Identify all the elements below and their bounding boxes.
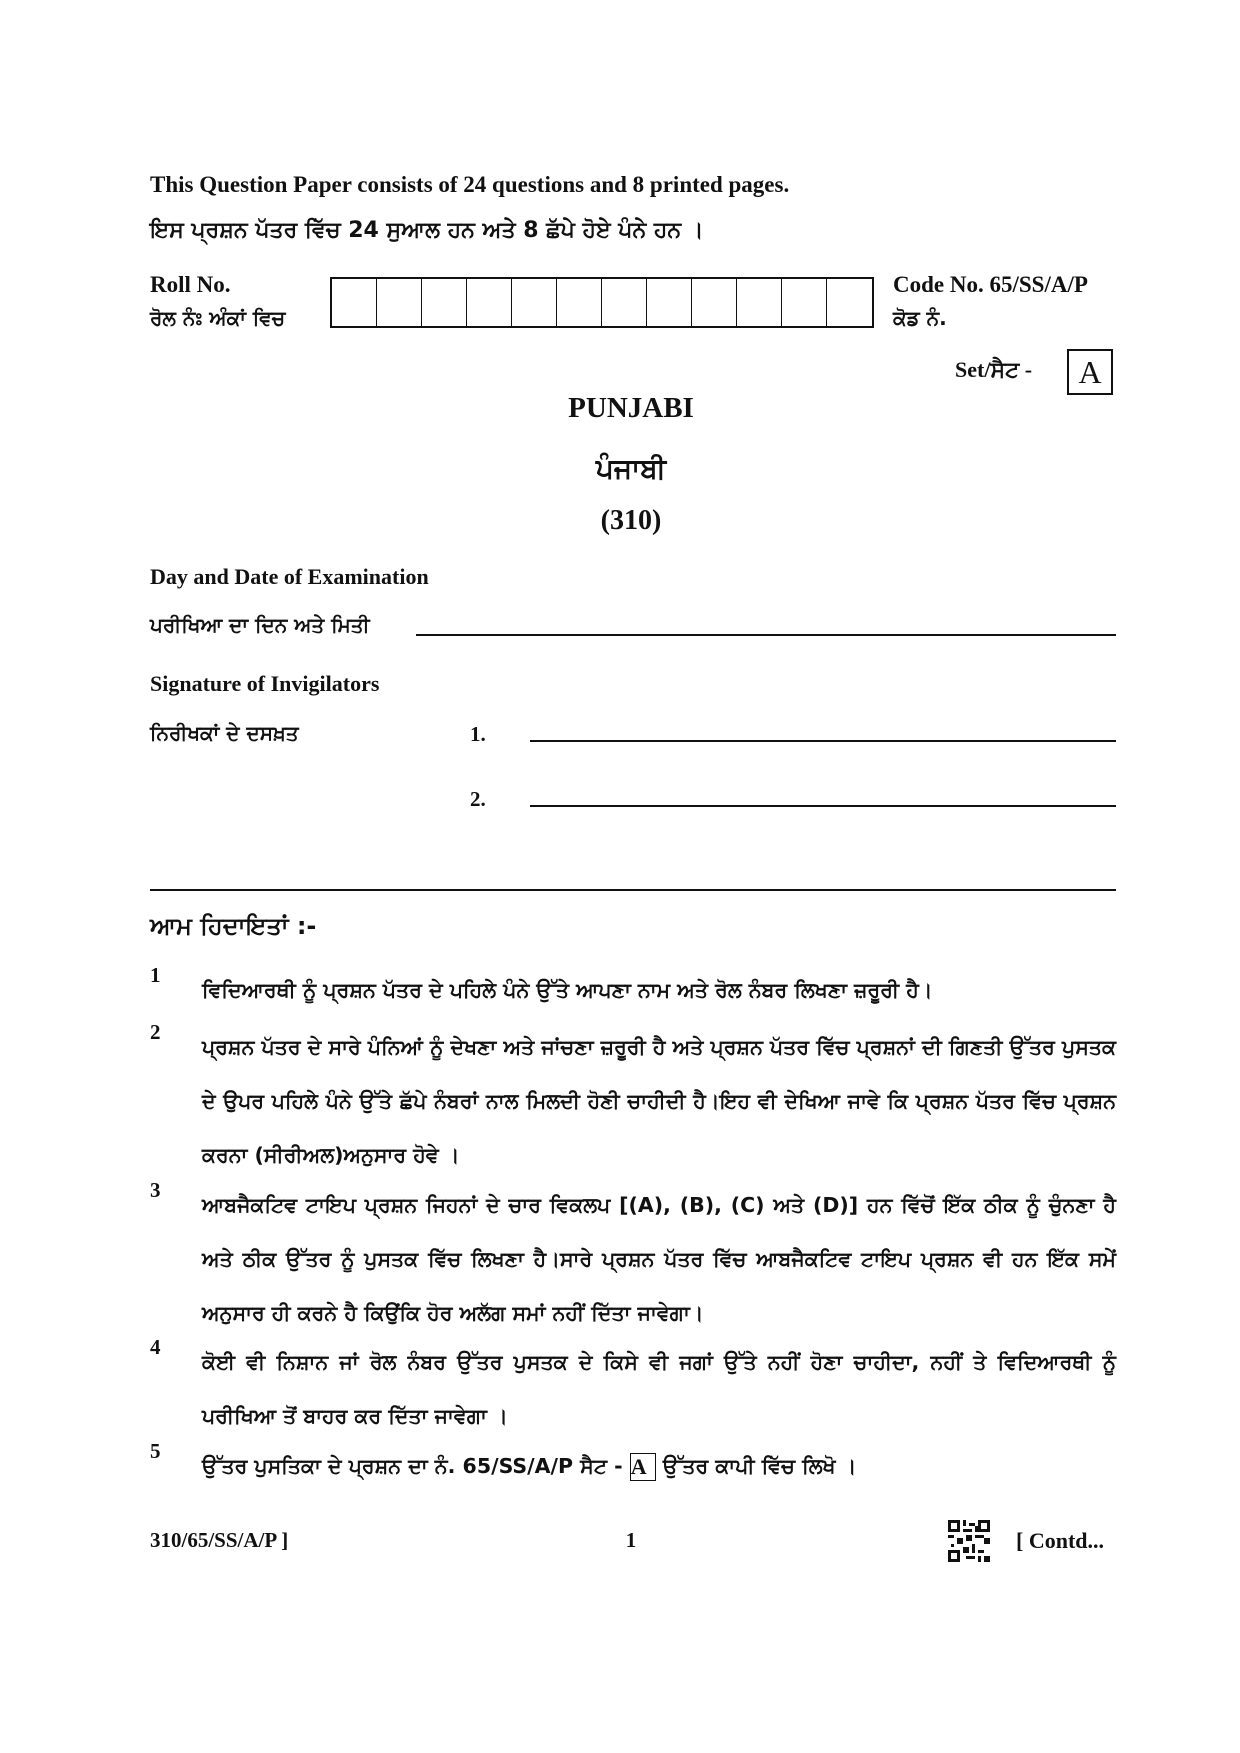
roll-number-box[interactable]: [422, 279, 467, 326]
roll-number-box[interactable]: [692, 279, 737, 326]
instruction-number: 3: [150, 1178, 161, 1202]
paper-info-english: This Question Paper consists of 24 questions and 8 printed pages.: [150, 172, 790, 197]
roll-number-box[interactable]: [737, 279, 782, 326]
set-value-box: A: [1067, 349, 1113, 395]
instruction-number: 2: [150, 1020, 161, 1044]
exam-date-label-english: Day and Date of Examination: [150, 564, 429, 589]
subject-title-punjabi: ਪੰਜਾਬੀ: [595, 452, 667, 485]
signature-number-1: 1.: [470, 722, 486, 746]
exam-date-label-punjabi: ਪਰੀਖਿਆ ਦਾ ਦਿਨ ਅਤੇ ਮਿਤੀ: [150, 613, 370, 637]
set-label: Set/ਸੈਟ -: [955, 357, 1033, 382]
code-number-punjabi: ਕੋਡ ਨੰ.: [893, 306, 947, 330]
instruction-text: ਕੋਈ ਵੀ ਨਿਸ਼ਾਨ ਜਾਂ ਰੋਲ ਨੰਬਰ ਉੱਤਰ ਪੁਸਤਕ ਦੇ ਕਿਸੇ ਵੀ ਜਗਾਂ ਉੱਤੇ ਨਹੀਂ ਹੋਣਾ ਚਾਹੀਦਾ, ਨਹੀਂ ਤੇ ਵਿਦਿਆਰਥੀ ਨੂੰ ਪਰੀਖਿਆ ਤੋਂ ਬਾਹਰ ਕਰ ਦਿੱਤਾ ਜਾਵੇਗਾ ।: [202, 1350, 1116, 1428]
roll-number-box[interactable]: [332, 279, 377, 326]
instruction-item: [150, 1178, 1116, 1340]
instruction-number: 1: [150, 963, 161, 987]
exam-date-line[interactable]: [416, 634, 1116, 636]
instruction-number: 5: [150, 1439, 161, 1463]
instruction-text-after: ਉੱਤਰ ਕਾਪੀ ਵਿੱਚ ਲਿਖੋ ।: [662, 1454, 857, 1478]
paper-info-punjabi: ਇਸ ਪ੍ਰਸ਼ਨ ਪੱਤਰ ਵਿੱਚ 24 ਸੁਆਲ ਹਨ ਅਤੇ 8 ਛੱਪੇ ਹੋਏ ਪੰਨੇ ਹਨ ।: [150, 218, 704, 243]
roll-number-label-punjabi: ਰੋਲ ਨੰਃ ਅੰਕਾਂ ਵਿਚ: [150, 306, 286, 330]
roll-number-label-english: Roll No.: [150, 272, 231, 297]
roll-number-box[interactable]: [467, 279, 512, 326]
instruction-item: [150, 1020, 1116, 1182]
set-inline-box: A: [630, 1453, 656, 1481]
roll-number-box[interactable]: [782, 279, 827, 326]
instruction-item: [150, 1335, 1116, 1443]
invigilator-signature-label-english: Signature of Invigilators: [150, 671, 380, 696]
instruction-text: ਆਬਜੈਕਟਿਵ ਟਾਇਪ ਪ੍ਰਸ਼ਨ ਜਿਹਨਾਂ ਦੇ ਚਾਰ ਵਿਕਲਪ [(A), (B), (C) ਅਤੇ (D)] ਹਨ ਵਿੱਚੋਂ ਇੱਕ ਠੀਕ ਨੂੰ ਚੁੰਨਣਾ ਹੈ ਅਤੇ ਠੀਕ ਉੱਤਰ ਨੂੰ ਪੁਸਤਕ ਵਿੱਚ ਲਿਖਣਾ ਹੈ।ਸਾਰੇ ਪ੍ਰਸ਼ਨ ਪੱਤਰ ਵਿੱਚ ਆਬਜੈਕਟਿਵ ਟਾਇਪ ਪ੍ਰਸ਼ਨ ਵੀ ਹਨ ਇੱਕ ਸਮੇਂ ਅਨੁਸਾਰ ਹੀ ਕਰਨੇ ਹੈ ਕਿਉਂਕਿ ਹੋਰ ਅਲੱਗ ਸਮਾਂ ਨਹੀਂ ਦਿੱਤਾ ਜਾਵੇਗਾ।: [202, 1193, 1116, 1325]
instruction-item: [150, 1439, 1116, 1493]
roll-number-box[interactable]: [377, 279, 422, 326]
footer-paper-code: 310/65/SS/A/P ]: [150, 1528, 289, 1552]
instruction-text: [202, 1439, 1116, 1493]
subject-code: (310): [600, 505, 662, 536]
instruction-text: ਪ੍ਰਸ਼ਨ ਪੱਤਰ ਦੇ ਸਾਰੇ ਪੰਨਿਆਂ ਨੂੰ ਦੇਖਣਾ ਅਤੇ ਜਾਂਚਣਾ ਜ਼ਰੂਰੀ ਹੈ ਅਤੇ ਪ੍ਰਸ਼ਨ ਪੱਤਰ ਵਿੱਚ ਪ੍ਰਸ਼ਨਾਂ ਦੀ ਗਿਣਤੀ ਉੱਤਰ ਪੁਸਤਕ ਦੇ ਉਪਰ ਪਹਿਲੇ ਪੰਨੇ ਉੱਤੇ ਛੱਪੇ ਨੰਬਰਾਂ ਨਾਲ ਮਿਲਦੀ ਹੋਣੀ ਚਾਹੀਦੀ ਹੈ।ਇਹ ਵੀ ਦੇਖਿਆ ਜਾਵੇ ਕਿ ਪ੍ਰਸ਼ਨ ਪੱਤਰ ਵਿੱਚ ਪ੍ਰਸ਼ਨ ਕਰਨਾ (ਸੀਰੀਅਲ)ਅਨੁਸਾਰ ਹੋਵੇ ।: [202, 1035, 1116, 1167]
invigilator-signature-label-punjabi: ਨਿਰੀਖਕਾਂ ਦੇ ਦਸਖ਼ਤ: [150, 721, 299, 745]
roll-number-box[interactable]: [602, 279, 647, 326]
instruction-text-before: ਉੱਤਰ ਪੁਸਤਿਕਾ ਦੇ ਪ੍ਰਸ਼ਨ ਦਾ ਨੰ. 65/SS/A/P ਸੈਟ -: [202, 1454, 623, 1478]
instruction-number: 4: [150, 1335, 161, 1359]
qr-code-icon: [948, 1520, 990, 1562]
roll-number-box[interactable]: [557, 279, 602, 326]
signature-number-2: 2.: [470, 787, 486, 811]
roll-number-boxes: [330, 277, 874, 328]
code-number-english: Code No. 65/SS/A/P: [893, 272, 1088, 297]
subject-title-english: PUNJABI: [568, 392, 694, 424]
signature-line-1[interactable]: [530, 740, 1116, 742]
section-divider: [150, 889, 1116, 891]
instruction-item: [150, 963, 1116, 1017]
page-number: 1: [625, 1528, 637, 1552]
instruction-text: ਵਿਦਿਆਰਥੀ ਨੂੰ ਪ੍ਰਸ਼ਨ ਪੱਤਰ ਦੇ ਪਹਿਲੇ ਪੰਨੇ ਉੱਤੇ ਆਪਣਾ ਨਾਮ ਅਤੇ ਰੋਲ ਨੰਬਰ ਲਿਖਣਾ ਜ਼ਰੂਰੀ ਹੈ।: [202, 978, 933, 1002]
roll-number-box[interactable]: [512, 279, 557, 326]
instructions-heading: ਆਮ ਹਿਦਾਇਤਾਂ :-: [150, 912, 317, 940]
signature-line-2[interactable]: [530, 805, 1116, 807]
roll-number-box[interactable]: [647, 279, 692, 326]
continued-label: [ Contd...: [1016, 1528, 1105, 1553]
roll-number-box[interactable]: [827, 279, 872, 326]
